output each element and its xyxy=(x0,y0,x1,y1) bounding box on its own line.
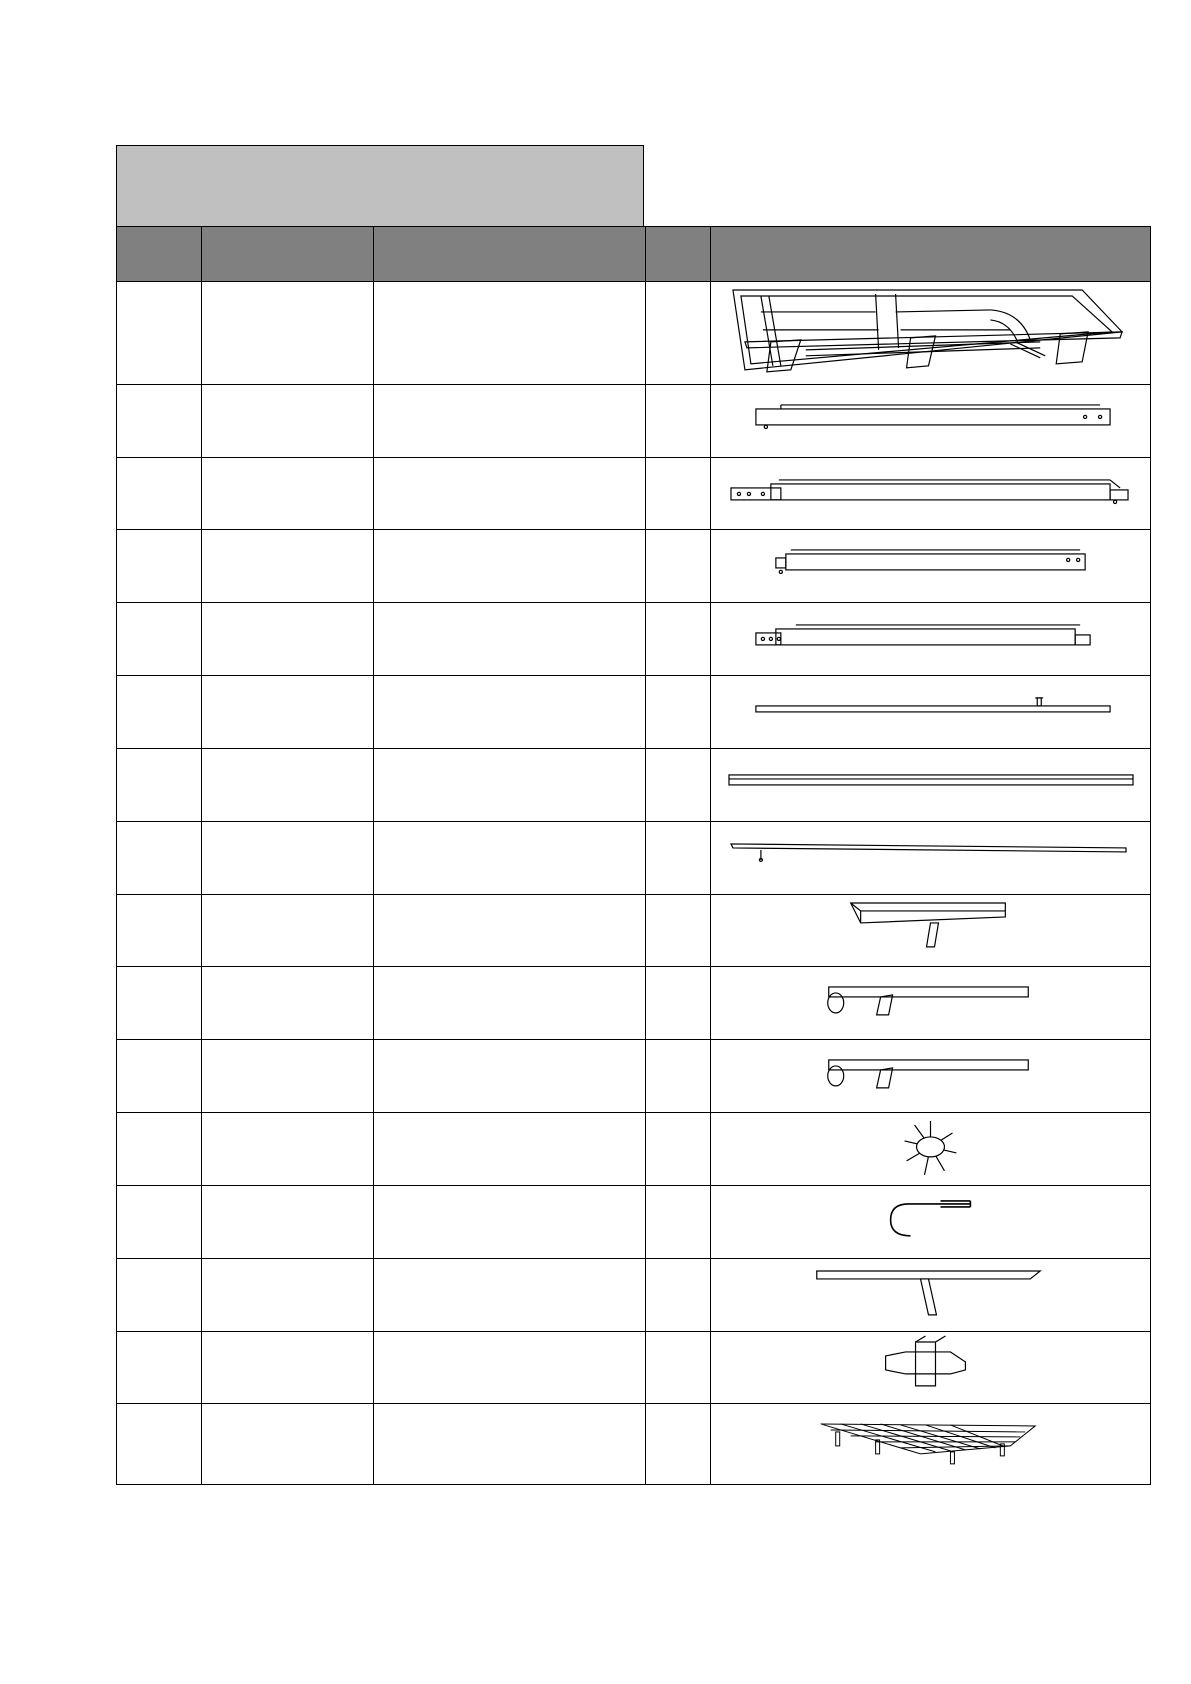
table-cell xyxy=(646,1113,711,1186)
table-cell xyxy=(646,894,711,967)
table-cell xyxy=(117,967,202,1040)
table-row xyxy=(117,530,1151,603)
tube-long-icon xyxy=(711,458,1150,530)
header-cell-4 xyxy=(646,227,711,282)
table-cell xyxy=(117,1113,202,1186)
parts-table xyxy=(116,226,1151,1485)
table-cell xyxy=(202,1113,374,1186)
table-cell xyxy=(117,1258,202,1331)
table-cell xyxy=(646,530,711,603)
table-row xyxy=(117,1404,1151,1485)
part-image-cell xyxy=(711,457,1151,530)
title-text xyxy=(117,142,129,166)
table-cell xyxy=(374,967,646,1040)
table-cell xyxy=(646,1258,711,1331)
table-cell xyxy=(374,384,646,457)
table-cell xyxy=(374,894,646,967)
table-cell xyxy=(374,1258,646,1331)
bar-with-ring-icon xyxy=(711,1040,1150,1112)
table-cell xyxy=(646,821,711,894)
part-image-cell xyxy=(711,1113,1151,1186)
table-row xyxy=(117,821,1151,894)
star-connector-icon xyxy=(711,1113,1150,1185)
table-cell xyxy=(202,282,374,385)
table-cell xyxy=(117,894,202,967)
header-cell-1 xyxy=(117,227,202,282)
part-image-cell xyxy=(711,282,1151,385)
table-cell xyxy=(646,384,711,457)
table-cell xyxy=(374,1331,646,1404)
table-cell xyxy=(374,530,646,603)
part-image-cell xyxy=(711,676,1151,749)
rod-with-pin-icon xyxy=(711,676,1150,748)
part-image-cell xyxy=(711,967,1151,1040)
table-row xyxy=(117,282,1151,385)
table-cell xyxy=(374,1185,646,1258)
part-image-cell xyxy=(711,603,1151,676)
table-cell xyxy=(646,748,711,821)
table-cell xyxy=(117,384,202,457)
table-cell xyxy=(117,1040,202,1113)
table-cell xyxy=(374,821,646,894)
table-cell xyxy=(202,821,374,894)
part-image-cell xyxy=(711,1185,1151,1258)
header-row xyxy=(117,227,1151,282)
table-cell xyxy=(202,676,374,749)
table-cell xyxy=(646,967,711,1040)
frame-assembly-icon xyxy=(711,282,1150,384)
part-image-cell xyxy=(711,748,1151,821)
table-cell xyxy=(202,1404,374,1485)
grid-panel-icon xyxy=(711,1404,1150,1484)
hook-bolt-icon xyxy=(711,1186,1150,1258)
cross-connector-icon xyxy=(711,1332,1150,1404)
table-cell xyxy=(374,282,646,385)
table-row xyxy=(117,1113,1151,1186)
tube-short-icon xyxy=(711,385,1150,457)
table-cell xyxy=(646,457,711,530)
part-image-cell xyxy=(711,1404,1151,1485)
part-image-cell xyxy=(711,1258,1151,1331)
part-image-cell xyxy=(711,530,1151,603)
table-cell xyxy=(646,1404,711,1485)
table-cell xyxy=(117,530,202,603)
table-cell xyxy=(117,1404,202,1485)
table-cell xyxy=(202,603,374,676)
table-cell xyxy=(117,821,202,894)
table-cell xyxy=(646,1331,711,1404)
table-cell xyxy=(117,1331,202,1404)
table-cell xyxy=(202,530,374,603)
title-block xyxy=(116,145,644,227)
header-cell-3 xyxy=(374,227,646,282)
table-row xyxy=(117,1040,1151,1113)
table-row xyxy=(117,894,1151,967)
table-cell xyxy=(202,1258,374,1331)
header-cell-2 xyxy=(202,227,374,282)
table-cell xyxy=(202,748,374,821)
tube-double-icon xyxy=(711,603,1150,675)
angled-bar-icon xyxy=(711,1259,1150,1331)
table-cell xyxy=(374,457,646,530)
table-cell xyxy=(202,384,374,457)
table-row xyxy=(117,1185,1151,1258)
table-cell xyxy=(646,1185,711,1258)
table-row xyxy=(117,1331,1151,1404)
table-cell xyxy=(202,967,374,1040)
table-cell xyxy=(646,603,711,676)
table-cell xyxy=(646,1040,711,1113)
part-image-cell xyxy=(711,1331,1151,1404)
table-row xyxy=(117,603,1151,676)
table-row xyxy=(117,1258,1151,1331)
table-cell xyxy=(202,894,374,967)
table-cell xyxy=(202,1185,374,1258)
bar-with-ring-icon xyxy=(711,967,1150,1039)
table-cell xyxy=(117,282,202,385)
flat-bar-icon xyxy=(711,749,1150,821)
part-image-cell xyxy=(711,384,1151,457)
table-cell xyxy=(374,676,646,749)
table-cell xyxy=(374,748,646,821)
table-cell xyxy=(202,457,374,530)
table-cell xyxy=(117,1185,202,1258)
part-image-cell xyxy=(711,894,1151,967)
short-bar-with-post-icon xyxy=(711,895,1150,967)
table-row xyxy=(117,384,1151,457)
table-cell xyxy=(374,1404,646,1485)
table-cell xyxy=(117,603,202,676)
table-row xyxy=(117,748,1151,821)
tube-short-icon xyxy=(711,530,1150,602)
part-image-cell xyxy=(711,821,1151,894)
table-cell xyxy=(646,282,711,385)
table-cell xyxy=(117,457,202,530)
header-cell-5 xyxy=(711,227,1151,282)
table-cell xyxy=(117,748,202,821)
table-cell xyxy=(202,1040,374,1113)
table-row xyxy=(117,676,1151,749)
table-row xyxy=(117,967,1151,1040)
table-cell xyxy=(374,1113,646,1186)
table-cell xyxy=(374,603,646,676)
thin-rod-icon xyxy=(711,822,1150,894)
table-cell xyxy=(646,676,711,749)
table-cell xyxy=(117,676,202,749)
table-row xyxy=(117,457,1151,530)
table-cell xyxy=(202,1331,374,1404)
table-cell xyxy=(374,1040,646,1113)
part-image-cell xyxy=(711,1040,1151,1113)
